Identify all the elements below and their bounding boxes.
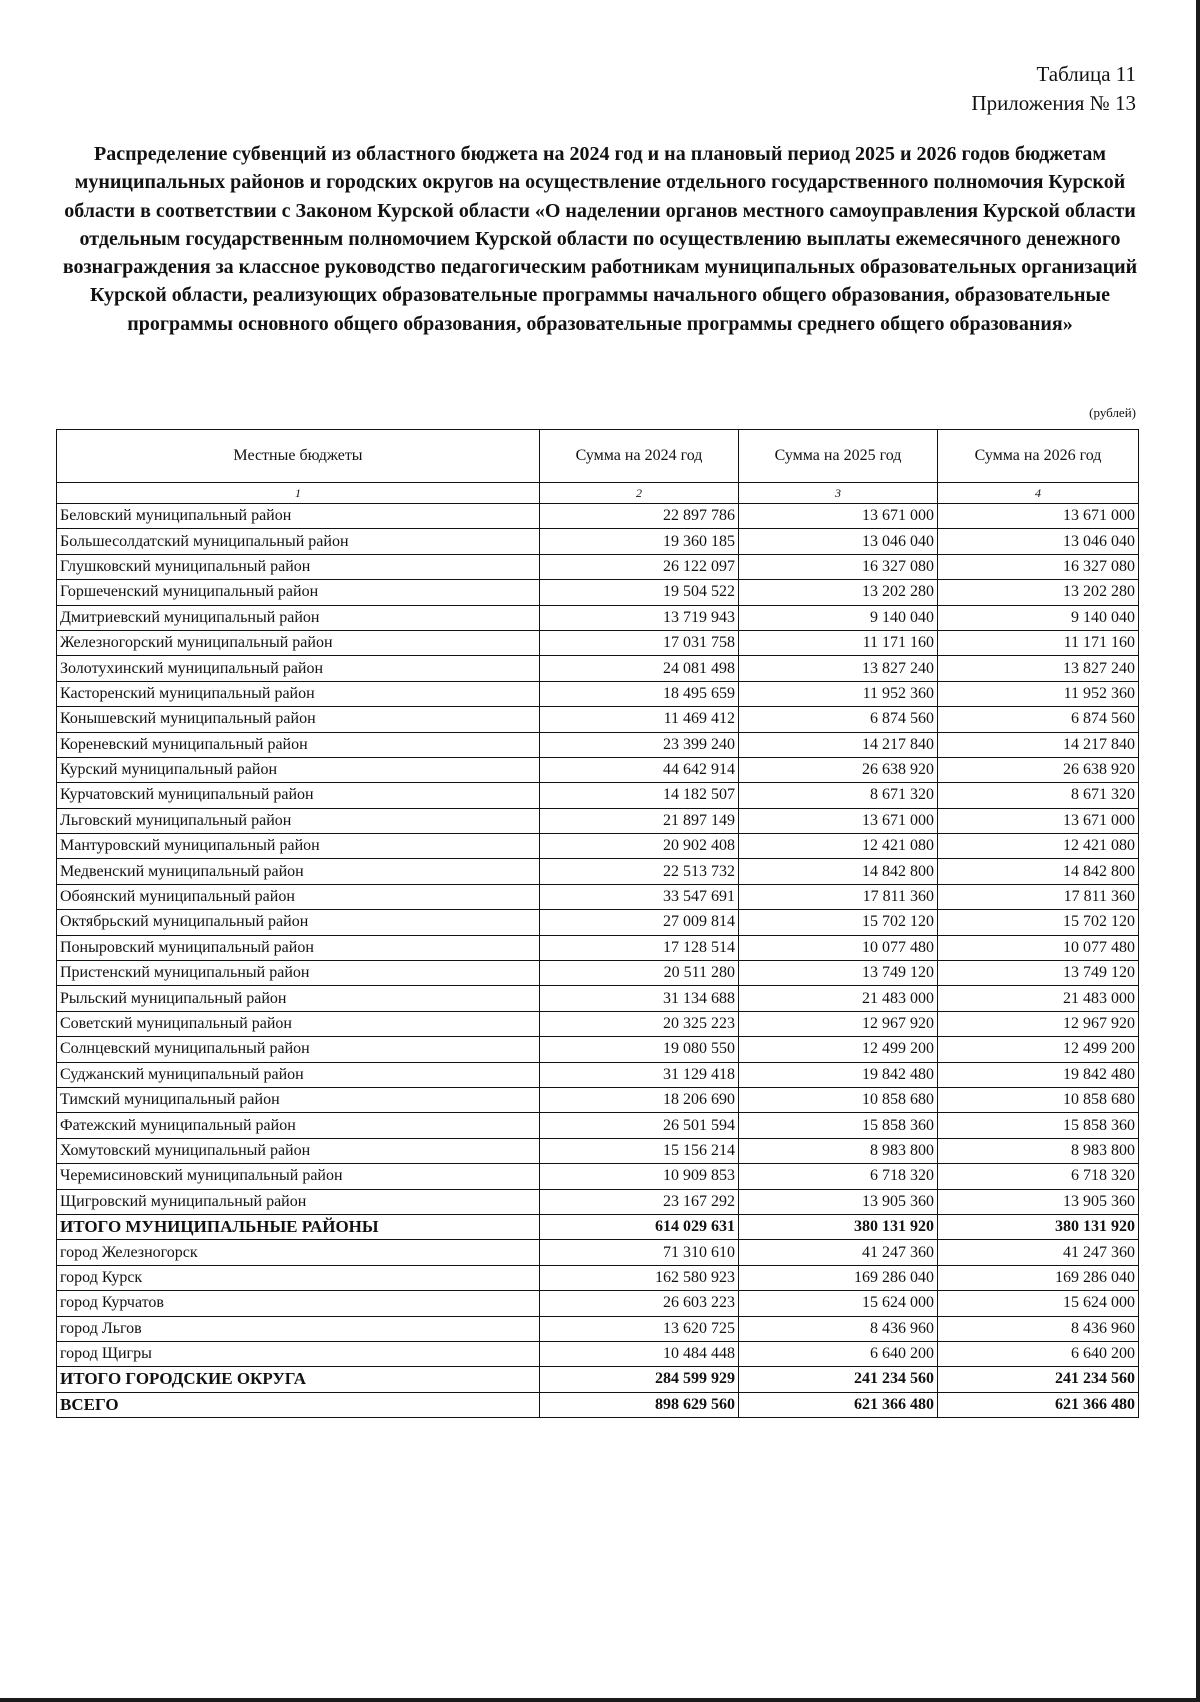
row-sum-2024-cell: 19 504 522 bbox=[540, 580, 739, 605]
table-row bbox=[57, 1189, 1139, 1214]
table-row bbox=[57, 1011, 1139, 1036]
row-sum-2026-cell: 8 671 320 bbox=[938, 783, 1139, 808]
table-row bbox=[57, 681, 1139, 706]
row-name-cell: Глушковский муниципальный район bbox=[57, 554, 540, 579]
row-sum-2026-cell: 241 234 560 bbox=[938, 1367, 1139, 1392]
row-sum-2024-cell: 18 206 690 bbox=[540, 1087, 739, 1112]
row-sum-2024-cell: 31 129 418 bbox=[540, 1062, 739, 1087]
row-sum-2024-cell: 13 719 943 bbox=[540, 605, 739, 630]
row-sum-2024-cell: 26 603 223 bbox=[540, 1291, 739, 1316]
row-name-cell: Советский муниципальный район bbox=[57, 1011, 540, 1036]
row-sum-2026-cell: 10 858 680 bbox=[938, 1087, 1139, 1112]
row-name-cell: Курский муниципальный район bbox=[57, 757, 540, 782]
row-sum-2026-cell: 17 811 360 bbox=[938, 884, 1139, 909]
row-sum-2024-cell: 284 599 929 bbox=[540, 1367, 739, 1392]
document-title: Распределение субвенций из областного бюджета на 2024 год и на плановый период 2025 и 2026 годов бюджетам муниципальных районов и городских округов на осуществление отдельного государственного полномочия Курской области в соответствии с Законом Курской области «О наделении органов местного самоуправления Курской области отдельным государственным полномочием Курской области по осуществлению выплаты ежемесячного денежного вознаграждения за классное руководство педагогическим работникам муниципальных образовательных организаций Курской области, реализующих образовательные программы начального общего образования, образовательные программы основного общего образования, образовательные программы среднего общего образования» bbox=[62, 143, 1138, 335]
row-sum-2025-cell: 8 671 320 bbox=[739, 783, 938, 808]
row-sum-2025-cell: 41 247 360 bbox=[739, 1240, 938, 1265]
row-sum-2024-cell: 13 620 725 bbox=[540, 1316, 739, 1341]
table-total-row bbox=[57, 1214, 1139, 1239]
table-row bbox=[57, 1240, 1139, 1265]
table-row bbox=[57, 757, 1139, 782]
row-sum-2026-cell: 11 171 160 bbox=[938, 630, 1139, 655]
row-sum-2025-cell: 13 827 240 bbox=[739, 656, 938, 681]
table-row bbox=[57, 707, 1139, 732]
row-name-cell: Солнцевский муниципальный район bbox=[57, 1037, 540, 1062]
row-sum-2024-cell: 23 399 240 bbox=[540, 732, 739, 757]
row-sum-2025-cell: 13 671 000 bbox=[739, 504, 938, 529]
row-sum-2024-cell: 22 513 732 bbox=[540, 859, 739, 884]
row-sum-2024-cell: 27 009 814 bbox=[540, 910, 739, 935]
row-sum-2024-cell: 20 325 223 bbox=[540, 1011, 739, 1036]
caption-appendix-number: Приложения № 13 bbox=[971, 91, 1136, 115]
row-name-cell: город Льгов bbox=[57, 1316, 540, 1341]
row-sum-2026-cell: 13 671 000 bbox=[938, 504, 1139, 529]
row-sum-2026-cell: 19 842 480 bbox=[938, 1062, 1139, 1087]
row-name-cell: Фатежский муниципальный район bbox=[57, 1113, 540, 1138]
row-sum-2024-cell: 23 167 292 bbox=[540, 1189, 739, 1214]
table-row bbox=[57, 808, 1139, 833]
row-sum-2026-cell: 15 858 360 bbox=[938, 1113, 1139, 1138]
table-row bbox=[57, 1316, 1139, 1341]
row-name-cell: Мантуровский муниципальный район bbox=[57, 834, 540, 859]
row-name-cell: Октябрьский муниципальный район bbox=[57, 910, 540, 935]
row-sum-2025-cell: 12 421 080 bbox=[739, 834, 938, 859]
row-sum-2024-cell: 26 501 594 bbox=[540, 1113, 739, 1138]
table-row bbox=[57, 1291, 1139, 1316]
row-sum-2026-cell: 41 247 360 bbox=[938, 1240, 1139, 1265]
row-name-cell: Хомутовский муниципальный район bbox=[57, 1138, 540, 1163]
row-name-cell: Щигровский муниципальный район bbox=[57, 1189, 540, 1214]
row-sum-2025-cell: 169 286 040 bbox=[739, 1265, 938, 1290]
table-row bbox=[57, 986, 1139, 1011]
row-name-cell: Суджанский муниципальный район bbox=[57, 1062, 540, 1087]
row-sum-2024-cell: 17 031 758 bbox=[540, 630, 739, 655]
table-row bbox=[57, 1087, 1139, 1112]
row-sum-2025-cell: 13 905 360 bbox=[739, 1189, 938, 1214]
row-name-cell: Пристенский муниципальный район bbox=[57, 961, 540, 986]
budget-table bbox=[56, 429, 1139, 1418]
row-sum-2026-cell: 6 874 560 bbox=[938, 707, 1139, 732]
table-total-row bbox=[57, 1392, 1139, 1417]
row-sum-2025-cell: 13 046 040 bbox=[739, 529, 938, 554]
row-sum-2024-cell: 22 897 786 bbox=[540, 504, 739, 529]
row-sum-2025-cell: 15 702 120 bbox=[739, 910, 938, 935]
row-name-cell: город Курчатов bbox=[57, 1291, 540, 1316]
row-name-cell: Беловский муниципальный район bbox=[57, 504, 540, 529]
table-row bbox=[57, 1062, 1139, 1087]
row-name-cell: Черемисиновский муниципальный район bbox=[57, 1164, 540, 1189]
row-sum-2024-cell: 26 122 097 bbox=[540, 554, 739, 579]
row-sum-2025-cell: 241 234 560 bbox=[739, 1367, 938, 1392]
row-sum-2024-cell: 10 484 448 bbox=[540, 1341, 739, 1366]
row-name-cell: Железногорский муниципальный район bbox=[57, 630, 540, 655]
row-sum-2024-cell: 162 580 923 bbox=[540, 1265, 739, 1290]
row-sum-2025-cell: 380 131 920 bbox=[739, 1214, 938, 1239]
row-sum-2024-cell: 18 495 659 bbox=[540, 681, 739, 706]
row-sum-2025-cell: 13 671 000 bbox=[739, 808, 938, 833]
row-sum-2025-cell: 16 327 080 bbox=[739, 554, 938, 579]
table-row bbox=[57, 1138, 1139, 1163]
row-sum-2025-cell: 14 217 840 bbox=[739, 732, 938, 757]
row-sum-2025-cell: 621 366 480 bbox=[739, 1392, 938, 1417]
row-sum-2026-cell: 9 140 040 bbox=[938, 605, 1139, 630]
header-sum-2025: Сумма на 2025 год bbox=[739, 430, 938, 483]
row-sum-2026-cell: 15 624 000 bbox=[938, 1291, 1139, 1316]
table-row bbox=[57, 1341, 1139, 1366]
column-number-row bbox=[57, 483, 1139, 504]
table-row bbox=[57, 580, 1139, 605]
row-name-cell: Большесолдатский муниципальный район bbox=[57, 529, 540, 554]
row-name-cell: город Железногорск bbox=[57, 1240, 540, 1265]
row-sum-2025-cell: 15 624 000 bbox=[739, 1291, 938, 1316]
row-name-cell: Дмитриевский муниципальный район bbox=[57, 605, 540, 630]
table-total-row bbox=[57, 1367, 1139, 1392]
row-sum-2025-cell: 13 749 120 bbox=[739, 961, 938, 986]
row-name-cell: Рыльский муниципальный район bbox=[57, 986, 540, 1011]
row-sum-2026-cell: 6 640 200 bbox=[938, 1341, 1139, 1366]
row-sum-2026-cell: 12 421 080 bbox=[938, 834, 1139, 859]
table-body bbox=[57, 504, 1139, 1418]
page-border-right bbox=[1196, 0, 1200, 1702]
row-name-cell: Поныровский муниципальный район bbox=[57, 935, 540, 960]
table-row bbox=[57, 935, 1139, 960]
row-sum-2026-cell: 621 366 480 bbox=[938, 1392, 1139, 1417]
row-sum-2026-cell: 8 436 960 bbox=[938, 1316, 1139, 1341]
table-row bbox=[57, 1265, 1139, 1290]
table-row bbox=[57, 529, 1139, 554]
row-sum-2025-cell: 8 436 960 bbox=[739, 1316, 938, 1341]
header-sum-2024: Сумма на 2024 год bbox=[540, 430, 739, 483]
row-sum-2025-cell: 9 140 040 bbox=[739, 605, 938, 630]
row-sum-2026-cell: 10 077 480 bbox=[938, 935, 1139, 960]
row-sum-2025-cell: 12 967 920 bbox=[739, 1011, 938, 1036]
row-sum-2026-cell: 13 749 120 bbox=[938, 961, 1139, 986]
row-sum-2026-cell: 6 718 320 bbox=[938, 1164, 1139, 1189]
table-row bbox=[57, 834, 1139, 859]
row-sum-2025-cell: 11 171 160 bbox=[739, 630, 938, 655]
column-number: 2 bbox=[540, 483, 739, 504]
row-name-cell: ИТОГО МУНИЦИПАЛЬНЫЕ РАЙОНЫ bbox=[57, 1214, 540, 1239]
row-sum-2024-cell: 614 029 631 bbox=[540, 1214, 739, 1239]
table-row bbox=[57, 1037, 1139, 1062]
row-sum-2026-cell: 26 638 920 bbox=[938, 757, 1139, 782]
row-name-cell: Касторенский муниципальный район bbox=[57, 681, 540, 706]
row-sum-2024-cell: 21 897 149 bbox=[540, 808, 739, 833]
row-sum-2026-cell: 16 327 080 bbox=[938, 554, 1139, 579]
row-name-cell: Кореневский муниципальный район bbox=[57, 732, 540, 757]
row-sum-2024-cell: 71 310 610 bbox=[540, 1240, 739, 1265]
row-sum-2026-cell: 12 967 920 bbox=[938, 1011, 1139, 1036]
row-name-cell: ВСЕГО bbox=[57, 1392, 540, 1417]
row-sum-2026-cell: 169 286 040 bbox=[938, 1265, 1139, 1290]
row-sum-2025-cell: 17 811 360 bbox=[739, 884, 938, 909]
row-sum-2024-cell: 15 156 214 bbox=[540, 1138, 739, 1163]
table-row bbox=[57, 504, 1139, 529]
row-sum-2026-cell: 14 217 840 bbox=[938, 732, 1139, 757]
table-row bbox=[57, 1164, 1139, 1189]
row-sum-2024-cell: 20 511 280 bbox=[540, 961, 739, 986]
row-sum-2026-cell: 13 905 360 bbox=[938, 1189, 1139, 1214]
row-sum-2025-cell: 14 842 800 bbox=[739, 859, 938, 884]
table-row bbox=[57, 783, 1139, 808]
column-number: 3 bbox=[739, 483, 938, 504]
table-row bbox=[57, 605, 1139, 630]
table-row bbox=[57, 910, 1139, 935]
row-sum-2024-cell: 33 547 691 bbox=[540, 884, 739, 909]
row-sum-2026-cell: 380 131 920 bbox=[938, 1214, 1139, 1239]
row-sum-2025-cell: 15 858 360 bbox=[739, 1113, 938, 1138]
row-sum-2025-cell: 26 638 920 bbox=[739, 757, 938, 782]
row-name-cell: город Щигры bbox=[57, 1341, 540, 1366]
row-name-cell: Курчатовский муниципальный район bbox=[57, 783, 540, 808]
row-name-cell: город Курск bbox=[57, 1265, 540, 1290]
row-name-cell: Горшеченский муниципальный район bbox=[57, 580, 540, 605]
unit-label: (рублей) bbox=[1089, 405, 1136, 420]
row-name-cell: Золотухинский муниципальный район bbox=[57, 656, 540, 681]
row-sum-2025-cell: 19 842 480 bbox=[739, 1062, 938, 1087]
row-sum-2025-cell: 21 483 000 bbox=[739, 986, 938, 1011]
row-sum-2024-cell: 44 642 914 bbox=[540, 757, 739, 782]
row-sum-2024-cell: 11 469 412 bbox=[540, 707, 739, 732]
row-sum-2026-cell: 11 952 360 bbox=[938, 681, 1139, 706]
row-sum-2026-cell: 13 827 240 bbox=[938, 656, 1139, 681]
row-name-cell: Обоянский муниципальный район bbox=[57, 884, 540, 909]
row-sum-2025-cell: 10 858 680 bbox=[739, 1087, 938, 1112]
row-sum-2026-cell: 21 483 000 bbox=[938, 986, 1139, 1011]
row-sum-2024-cell: 19 360 185 bbox=[540, 529, 739, 554]
row-sum-2025-cell: 13 202 280 bbox=[739, 580, 938, 605]
header-sum-2026: Сумма на 2026 год bbox=[938, 430, 1139, 483]
header-local-budgets: Местные бюджеты bbox=[57, 430, 540, 483]
row-sum-2026-cell: 8 983 800 bbox=[938, 1138, 1139, 1163]
row-sum-2024-cell: 19 080 550 bbox=[540, 1037, 739, 1062]
table-row bbox=[57, 554, 1139, 579]
column-number: 4 bbox=[938, 483, 1139, 504]
row-name-cell: ИТОГО ГОРОДСКИЕ ОКРУГА bbox=[57, 1367, 540, 1392]
table-header-row bbox=[57, 430, 1139, 483]
table-row bbox=[57, 884, 1139, 909]
row-sum-2026-cell: 13 671 000 bbox=[938, 808, 1139, 833]
row-sum-2025-cell: 6 718 320 bbox=[739, 1164, 938, 1189]
row-sum-2024-cell: 17 128 514 bbox=[540, 935, 739, 960]
table-row bbox=[57, 961, 1139, 986]
row-name-cell: Льговский муниципальный район bbox=[57, 808, 540, 833]
row-sum-2026-cell: 14 842 800 bbox=[938, 859, 1139, 884]
column-number: 1 bbox=[57, 483, 540, 504]
row-sum-2025-cell: 12 499 200 bbox=[739, 1037, 938, 1062]
row-sum-2026-cell: 12 499 200 bbox=[938, 1037, 1139, 1062]
row-sum-2024-cell: 31 134 688 bbox=[540, 986, 739, 1011]
table-row bbox=[57, 1113, 1139, 1138]
table-row bbox=[57, 630, 1139, 655]
row-sum-2024-cell: 898 629 560 bbox=[540, 1392, 739, 1417]
row-sum-2026-cell: 13 202 280 bbox=[938, 580, 1139, 605]
row-sum-2025-cell: 6 640 200 bbox=[739, 1341, 938, 1366]
table-row bbox=[57, 656, 1139, 681]
row-sum-2025-cell: 6 874 560 bbox=[739, 707, 938, 732]
row-sum-2025-cell: 11 952 360 bbox=[739, 681, 938, 706]
row-sum-2026-cell: 13 046 040 bbox=[938, 529, 1139, 554]
table-row bbox=[57, 859, 1139, 884]
row-name-cell: Конышевский муниципальный район bbox=[57, 707, 540, 732]
caption-table-number: Таблица 11 bbox=[1036, 62, 1136, 86]
row-sum-2025-cell: 10 077 480 bbox=[739, 935, 938, 960]
row-sum-2024-cell: 14 182 507 bbox=[540, 783, 739, 808]
table-row bbox=[57, 732, 1139, 757]
page-border-bottom bbox=[0, 1698, 1200, 1702]
row-sum-2024-cell: 10 909 853 bbox=[540, 1164, 739, 1189]
row-sum-2026-cell: 15 702 120 bbox=[938, 910, 1139, 935]
row-name-cell: Медвенский муниципальный район bbox=[57, 859, 540, 884]
row-sum-2025-cell: 8 983 800 bbox=[739, 1138, 938, 1163]
table-caption bbox=[971, 60, 1136, 118]
row-sum-2024-cell: 24 081 498 bbox=[540, 656, 739, 681]
row-sum-2024-cell: 20 902 408 bbox=[540, 834, 739, 859]
row-name-cell: Тимский муниципальный район bbox=[57, 1087, 540, 1112]
